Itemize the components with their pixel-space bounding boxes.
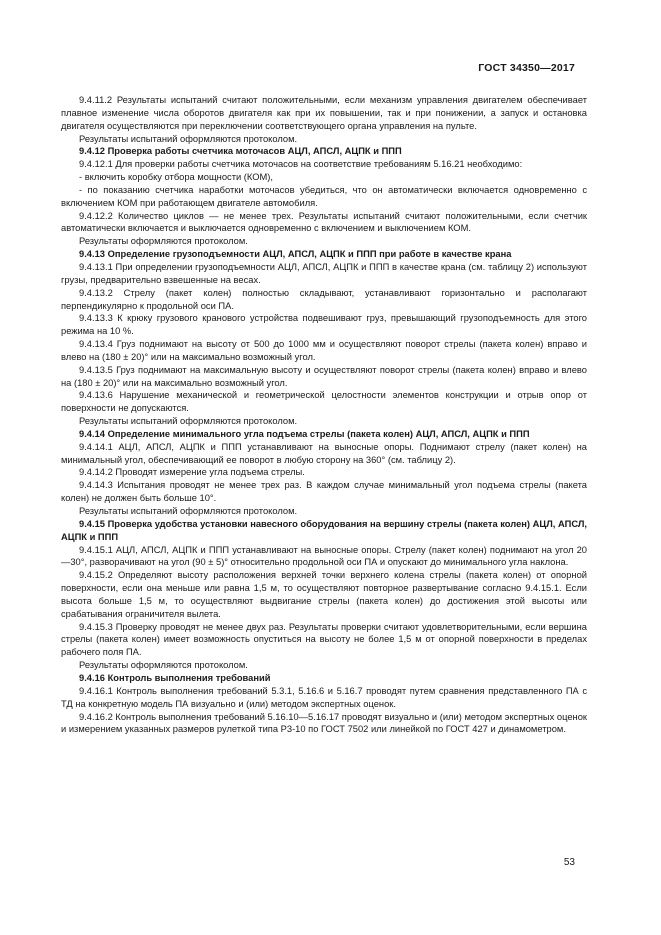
paragraph: 9.4.15.3 Проверку проводят не менее двух раз. Результаты проверки считают удовлетворительными, если вершина стрелы (пакета колен) имеет возможность опуститься на высоту не более 1,5 м от опорной поверхности в пределах рабочего поля ПА. — [61, 621, 587, 658]
paragraph: Результаты испытаний оформляются протоколом. — [79, 506, 298, 516]
paragraph: 9.4.13.4 Груз поднимают на высоту от 500 до 1000 мм и осуществляют поворот стрелы (пакета колен) вправо и влево на (180 ± 20)° или на максимально возможный угол. — [61, 339, 587, 362]
paragraph: Результаты испытаний оформляются протоколом. — [79, 133, 298, 144]
section-heading: 9.4.16 Контроль выполнения требований — [79, 672, 271, 683]
paragraph: 9.4.14.2 Проводят измерение угла подъема стрелы. — [79, 467, 305, 478]
list-item: - включить коробку отбора мощности (КОМ), — [79, 172, 273, 183]
paragraph: - по показанию счетчика наработки моточасов убедиться, что он автоматически включается одновременно с включением КОМ при работающем двигателе автомобиля. — [61, 184, 587, 208]
section-heading: 9.4.15 Проверка удобства установки навесного оборудования на вершину стрелы (пакета колен) АЦЛ, АПСЛ, АЦПК и ППП — [61, 518, 587, 542]
paragraph: 9.4.13.5 Груз поднимают на максимальную высоту и осуществляют поворот стрелы (пакета колен) вправо и влево на (180 ± 20)° или на максимально возможный угол. — [61, 364, 587, 388]
paragraph: 9.4.12.1 Для проверки работы счетчика моточасов на соответствие требованиям 5.16.21 необходимо: — [79, 159, 523, 170]
paragraph: Результаты оформляются протоколом. — [79, 660, 248, 671]
paragraph: 9.4.11.2 Результаты испытаний считают положительными, если механизм управления двигателем обеспечивает плавное изменение числа оборотов двигателя как при их повышении, так и при понижении, а запуск и остановка двигателя осуществляются при переключении соответствующего органа управления на пульте. — [61, 95, 587, 131]
paragraph: 9.4.13.1 При определении грузоподъемности АЦЛ, АПСЛ, АЦПК и ППП в качестве крана (см. таблицу 2) используют грузы, предварительно взвешенные на весах. — [61, 261, 587, 285]
paragraph: 9.4.16.2 Контроль выполнения требований 5.16.10—5.16.17 проводят визуально и (или) методом экспертных оценок и измерением указанных размеров рулеткой типа Р3-10 по ГОСТ 7502 или линейкой по ГОСТ 427 и динамометром. — [61, 711, 587, 735]
paragraph: 9.4.13.6 Нарушение механической и геометрической целостности элементов конструкции и отрыв опор от поверхности не допускаются. — [61, 390, 587, 414]
page-number: 53 — [563, 857, 575, 868]
document-body — [61, 94, 587, 736]
section-heading: 9.4.14 Определение минимального угла подъема стрелы (пакета колен) АЦЛ, АПСЛ, АЦПК и ППП — [79, 428, 530, 439]
document-code: ГОСТ 34350—2017 — [478, 62, 575, 74]
paragraph: 9.4.15.2 Определяют высоту расположения верхней точки верхнего колена стрелы (пакета колен) от опорной поверхности, если она меньше или равна 1,5 м, то осуществляют повторное развертывание согласно 9.4.15.1. Если высота больше 1,5 м, то осуществляют выдвигание стрелы (пакета колен) до достижения этой высоты или срабатывания ограничителя вылета. — [61, 570, 587, 619]
paragraph: 9.4.16.1 Контроль выполнения требований 5.3.1, 5.16.6 и 5.16.7 проводят путем сравнения представленного ПА с ТД на конкретную модель ПА визуально и (или) методом экспертных оценок. — [61, 685, 587, 709]
section-heading: 9.4.13 Определение грузоподъемности АЦЛ, АПСЛ, АЦПК и ППП при работе в качестве крана — [79, 249, 512, 260]
paragraph: Результаты испытаний оформляются протоколом. — [79, 416, 298, 427]
paragraph: 9.4.12.2 Количество циклов — не менее трех. Результаты испытаний считают положительными, если счетчик автоматически включается и выключается одновременно с включением и выключением КОМ. — [61, 210, 587, 234]
paragraph: 9.4.14.3 Испытания проводят не менее трех раз. В каждом случае минимальный угол подъема стрелы (пакета колен) не должен быть больше 10°. — [61, 480, 587, 504]
paragraph: Результаты оформляются протоколом. — [79, 236, 248, 247]
paragraph: 9.4.15.1 АЦЛ, АПСЛ, АЦПК и ППП устанавливают на выносные опоры. Стрелу (пакет колен) поднимают на угол 20—30°, разворачивают на угол (90 ± 5)° относительно продольной оси ПА и опускают до минимального угла наклона. — [61, 544, 587, 568]
paragraph: 9.4.13.2 Стрелу (пакет колен) полностью складывают, устанавливают горизонтально и располагают перпендикулярно к продольной оси ПА. — [61, 287, 587, 311]
paragraph: 9.4.13.3 К крюку грузового кранового устройства подвешивают груз, превышающий грузоподъемность для этого режима на 10 %. — [61, 313, 587, 337]
paragraph: 9.4.14.1 АЦЛ, АПСЛ, АЦПК и ППП устанавливают на выносные опоры. Поднимают стрелу (пакет колен) на минимальный угол, обеспечивающий ее поворот в любую сторону на 360° (см. таблицу 2). — [61, 441, 587, 465]
section-heading: 9.4.12 Проверка работы счетчика моточасов АЦЛ, АПСЛ, АЦПК и ППП — [79, 146, 402, 157]
